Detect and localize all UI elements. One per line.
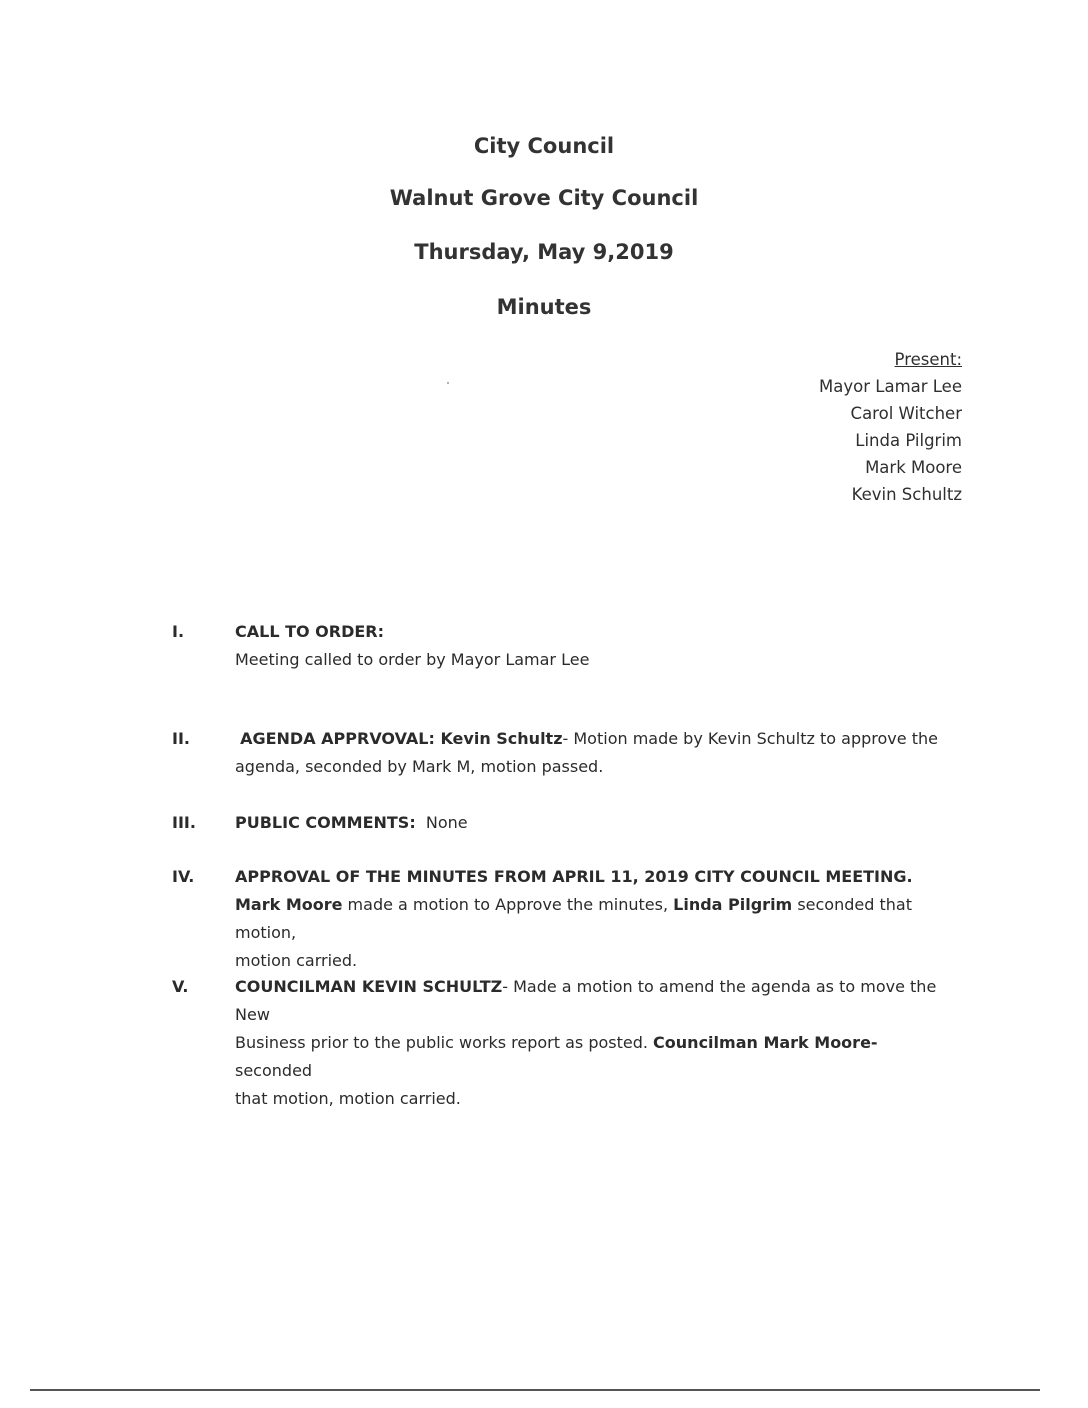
present-label: Present:: [894, 350, 962, 369]
header-minutes: Minutes: [496, 295, 592, 319]
present-name: Linda Pilgrim: [855, 431, 962, 450]
present-name: Mayor Lamar Lee: [819, 377, 962, 396]
item-text: made a motion to Approve the minutes,: [342, 895, 674, 914]
item-title: COUNCILMAN KEVIN SCHULTZ: [235, 977, 503, 996]
item-text: agenda, seconded by Mark M, motion passed.: [235, 757, 604, 776]
header-date: Thursday, May 9,2019: [414, 240, 674, 264]
item-text: seconded: [235, 1061, 313, 1080]
item-text: Business prior to the public works report as posted.: [235, 1033, 654, 1052]
item-text: motion carried.: [235, 951, 358, 970]
item-number: V.: [172, 977, 189, 996]
motion-seconder: Councilman Mark Moore-: [653, 1033, 878, 1052]
item-title: CALL TO ORDER:: [235, 622, 385, 641]
present-name: Kevin Schultz: [851, 485, 962, 504]
present-list: [819, 346, 962, 508]
item-text: - Motion made by Kevin Schultz to approve the: [562, 729, 938, 748]
item-text: seconded that motion,: [235, 895, 912, 942]
motion-seconder: Linda Pilgrim: [673, 895, 793, 914]
item-title: AGENDA APPRVOVAL: Kevin Schultz: [240, 729, 563, 748]
header-city-council: City Council: [473, 134, 615, 158]
scan-speck: [447, 382, 449, 384]
item-number: IV.: [172, 867, 195, 886]
motion-maker: Mark Moore: [235, 895, 343, 914]
item-text: that motion, motion carried.: [235, 1089, 461, 1108]
present-name: Carol Witcher: [850, 404, 962, 423]
present-name: Mark Moore: [865, 458, 962, 477]
item-number: III.: [172, 813, 196, 832]
item-text: Meeting called to order by Mayor Lamar Lee: [235, 650, 590, 669]
item-number: I.: [172, 622, 185, 641]
item-number: II.: [172, 729, 190, 748]
item-text: None: [425, 813, 468, 832]
header-council-name: Walnut Grove City Council: [389, 186, 699, 210]
scan-bottom-rule: [30, 1389, 1040, 1391]
item-title: APPROVAL OF THE MINUTES FROM APRIL 11, 2019 CITY COUNCIL MEETING.: [235, 867, 913, 886]
item-title: PUBLIC COMMENTS:: [235, 813, 416, 832]
item-text: - Made a motion to amend the agenda as to move the New: [235, 977, 937, 1024]
